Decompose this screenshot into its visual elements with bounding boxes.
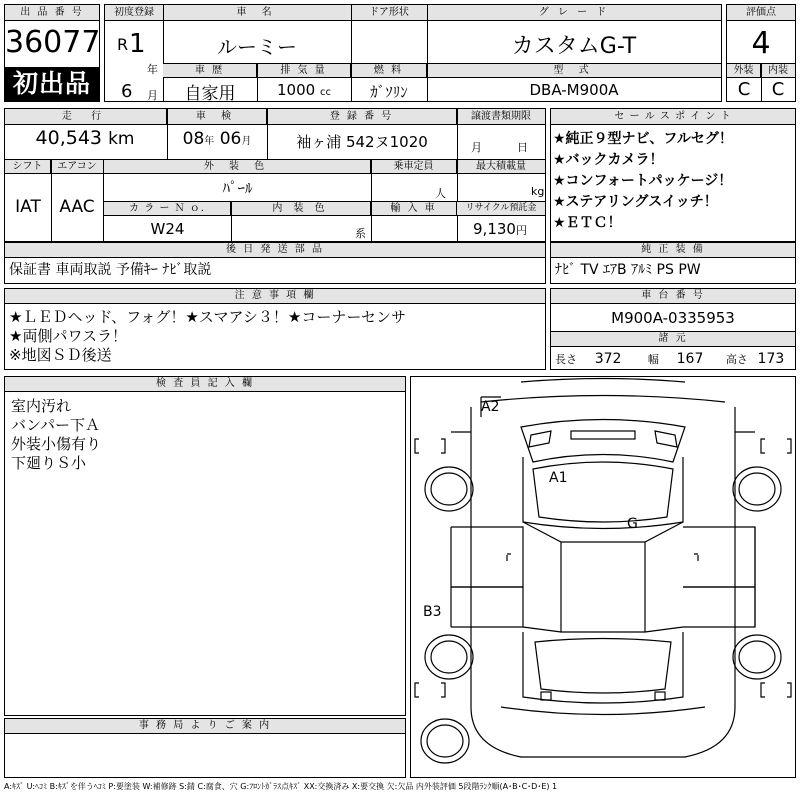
displacement [257, 81, 351, 99]
office-notice [4, 718, 406, 778]
inspection-month-unit: 月 [241, 136, 252, 147]
sales-point-item: ★純正９型ナビ、フルセグ！ [553, 131, 733, 147]
vehicle-header [104, 4, 722, 102]
capacity-unit: 人 [435, 187, 446, 200]
car-name-label: 車 名 [163, 5, 351, 21]
caution-line: ※地図ＳＤ後送 [9, 346, 112, 364]
exterior-color-label: 外 装 色 [104, 160, 371, 174]
dimensions-row [555, 351, 793, 367]
max-load-label: 最大積載量 [457, 160, 545, 174]
damage-mark-b3: B3 [423, 604, 442, 620]
damage-mark-g: G [627, 516, 638, 532]
transfer-label: 譲渡書類期限 [457, 109, 545, 125]
car-diagram [411, 377, 795, 777]
fuel-label: 燃 料 [351, 64, 427, 78]
shift-label: シフト [5, 160, 51, 174]
office-label: 事 務 局 よ り ご 案 内 [5, 719, 405, 734]
inspection-month: 06 [219, 129, 242, 149]
damage-mark-a2: A2 [481, 399, 500, 415]
chassis-number: M900A-0335953 [611, 309, 735, 327]
inspector-line: 外装小傷有り [11, 435, 102, 453]
later-parts [4, 242, 546, 284]
genuine-equipment-text: ﾅﾋﾞ TV ｴｱB ｱﾙﾐ PS PW [555, 262, 701, 278]
displacement-unit: cc [319, 87, 331, 98]
interior-grade: C [771, 79, 785, 100]
first-registration-label: 初度登録 [105, 5, 163, 21]
vehicle-damage-diagram [410, 376, 796, 778]
reg-month-unit: 月 [147, 89, 158, 102]
sales-point-item: ★バックカメラ！ [553, 152, 664, 168]
caution-line: ★両側パワスラ！ [9, 327, 127, 345]
reg-year-unit: 年 [147, 63, 158, 76]
exterior-grade: C [737, 79, 751, 100]
width-label: 幅 [647, 353, 659, 366]
inspector-label: 検 査 員 記 入 欄 [5, 377, 405, 392]
sales-point-item: ★ＥＴＣ！ [553, 215, 622, 231]
shift-type: IAT [15, 197, 41, 217]
mileage-unit: km [108, 129, 135, 149]
model-code: DBA-M900A [529, 81, 619, 99]
inspector-line: 下廻りＳ小 [11, 454, 87, 472]
score: 4 [751, 26, 771, 61]
interior-grade-label: 内装 [761, 64, 795, 78]
dimensions-label: 諸 元 [551, 332, 795, 347]
inspector-notes [4, 376, 406, 716]
genuine-equipment-label: 純 正 装 備 [551, 243, 795, 258]
mileage [5, 127, 165, 149]
later-parts-label: 後 日 発 送 部 品 [5, 243, 545, 258]
chassis-number-label: 車 台 番 号 [551, 289, 795, 304]
genuine-equipment [550, 242, 796, 284]
vehicle-history: 自家用 [184, 84, 236, 104]
recycle-value: 9,130 [473, 220, 516, 238]
score-box [726, 4, 796, 102]
color-number: W24 [150, 220, 185, 238]
era-letter: R [117, 35, 129, 54]
car-name: ルーミー [217, 35, 297, 59]
recycle-deposit [457, 220, 543, 238]
caution-label: 注 意 事 項 欄 [5, 289, 545, 304]
model-label: 型 式 [427, 64, 721, 78]
caution-notes [4, 288, 546, 370]
grade-label: グ レ ー ド [427, 5, 721, 21]
capacity-label: 乗車定員 [371, 160, 457, 174]
vehicle-details [4, 108, 546, 242]
max-load-unit: kg [531, 185, 545, 198]
ac-type: AAC [59, 197, 95, 217]
interior-color-unit: 系 [355, 227, 366, 240]
caution-line: ★ＬＥＤヘッド、フォグ！★スマアシ３！★コーナーセンサ [9, 308, 407, 326]
displacement-value: 1000 [277, 81, 316, 99]
sales-points [550, 108, 796, 242]
transfer-day-unit: 日 [517, 141, 528, 154]
recycle-label: リサイクル預託金 [457, 202, 545, 216]
door-label: ドア形状 [351, 5, 427, 21]
color-number-label: カ ラ ー Ｎ ｏ. [104, 202, 231, 216]
length-label: 長さ [555, 353, 577, 366]
reg-year: 1 [129, 29, 146, 59]
width-value: 167 [676, 351, 704, 367]
sales-point-item: ★ステアリングスイッチ！ [553, 194, 718, 210]
listing-number-label: 出 品 番 号 [5, 5, 99, 21]
registration-number: 袖ヶ浦 542ヌ1020 [296, 133, 428, 151]
transfer-month-unit: 月 [471, 141, 482, 154]
legend: A:ｷｽﾞ U:ﾍｺﾐ B:ｷｽﾞを伴うﾍｺﾐ P:要塗装 W:補修跡 S:錆 C:腐食、穴 G:ﾌﾛﾝﾄｶﾞﾗｽ点ｷｽﾞ XX:交換済み X:要交換 欠:欠品 内外装評価 5段階ﾗﾝｸ順(A･B･C･D･E) 1 [4, 782, 558, 791]
chassis-number-box [550, 288, 796, 370]
history-label: 車 歴 [163, 64, 257, 78]
registration-label: 登 録 番 号 [267, 109, 457, 125]
import-label: 輸 入 車 [371, 202, 457, 216]
exterior-grade-label: 外装 [727, 64, 761, 78]
sales-point-item: ★コンフォートパッケージ！ [553, 173, 733, 189]
inspector-line: バンパー下Ａ [11, 416, 100, 434]
interior-color-label: 内 装 色 [231, 202, 371, 216]
ac-label: エアコン [51, 160, 103, 174]
fuel: ｶﾞｿﾘﾝ [370, 83, 408, 101]
listing-number: 36077 [5, 25, 101, 60]
inspector-line: 室内汚れ [11, 397, 72, 415]
inspection-year-unit: 年 [204, 136, 215, 147]
displacement-label: 排 気 量 [257, 64, 351, 78]
height-value: 173 [757, 351, 785, 367]
inspection-label: 車 検 [167, 109, 267, 125]
listing-number-box [4, 4, 100, 102]
mileage-value: 40,543 [35, 127, 103, 149]
inspection-expiry [167, 129, 267, 149]
height-label: 高さ [725, 353, 748, 366]
reg-month: 6 [121, 81, 133, 102]
sales-points-label: セ ー ル ス ポ イ ン ト [551, 109, 795, 125]
damage-mark-a1: A1 [549, 470, 568, 486]
exterior-color: ﾊﾟｰﾙ [222, 179, 253, 197]
mileage-label: 走 行 [5, 109, 167, 125]
grade: カスタムG-T [511, 34, 637, 59]
later-parts-text: 保証書 車両取説 予備ｷｰ ﾅﾋﾞ取説 [9, 262, 212, 278]
score-label: 評価点 [727, 5, 795, 21]
recycle-unit: 円 [515, 224, 527, 237]
length-value: 372 [594, 351, 622, 367]
first-listing-badge: 初出品 [5, 67, 99, 101]
inspection-year: 08 [182, 129, 205, 149]
